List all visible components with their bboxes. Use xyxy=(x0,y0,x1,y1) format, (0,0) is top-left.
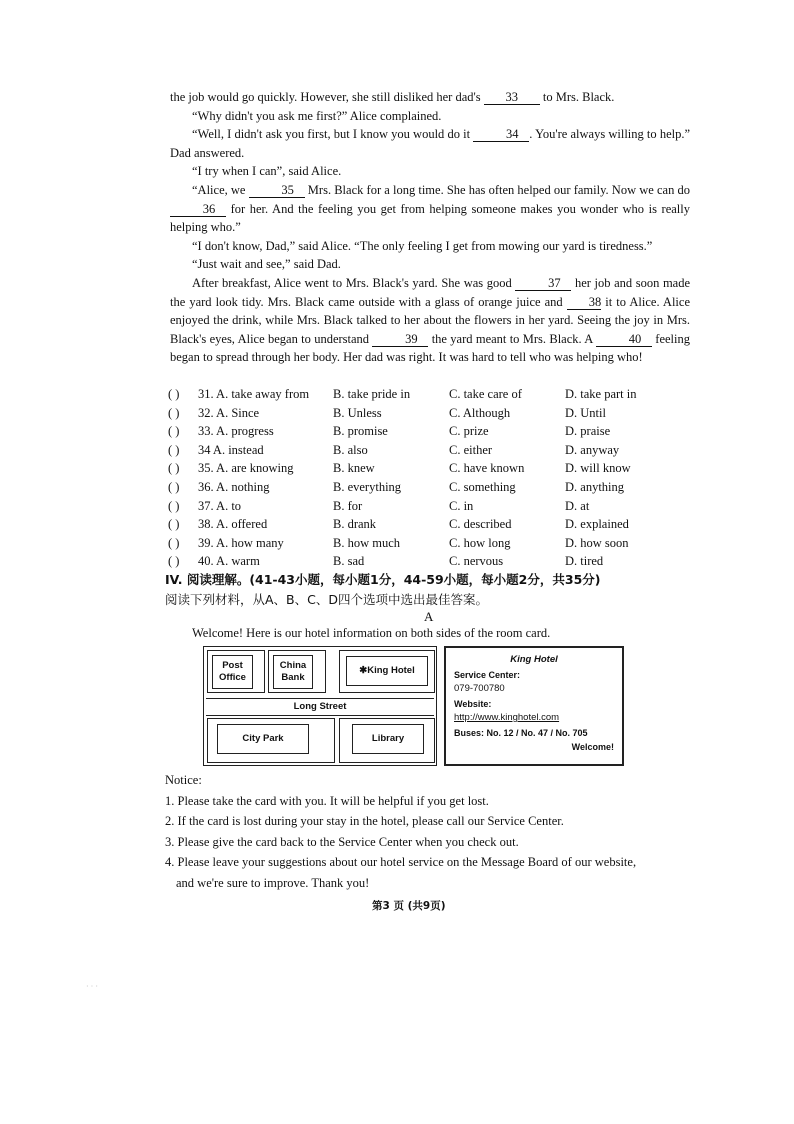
section-instruction: 阅读下列材料，从A、B、C、D四个选项中选出最佳答案。 xyxy=(165,592,488,607)
blank-37: 37 xyxy=(515,276,571,291)
option-b: B. everything xyxy=(333,479,402,494)
map-king-hotel-box xyxy=(339,650,435,693)
answer-paren[interactable]: ( ) xyxy=(168,517,180,532)
answer-paren[interactable]: ( ) xyxy=(168,479,180,494)
notice-title: Notice: xyxy=(165,773,202,787)
answer-paren[interactable]: ( ) xyxy=(168,461,180,476)
option-b: B. how much xyxy=(333,535,401,550)
card-welcome: Welcome! xyxy=(571,742,614,752)
option-b: B. for xyxy=(333,498,363,513)
answer-paren[interactable]: ( ) xyxy=(168,387,180,401)
long-street: Long Street xyxy=(206,698,434,716)
option-d: D. at xyxy=(565,498,590,513)
option-a: 31. A. take away from xyxy=(198,387,310,401)
option-c: C. how long xyxy=(449,535,511,550)
option-d: D. how soon xyxy=(565,535,629,550)
option-c: C. described xyxy=(449,517,512,532)
answer-paren[interactable]: ( ) xyxy=(168,554,180,569)
cloze-passage xyxy=(170,88,690,367)
option-row-34 xyxy=(168,441,668,460)
passage-line: “I don't know, Dad,” said Alice. “The only feeling I get from mowing our yard is tiredness.” xyxy=(192,238,653,253)
post-office: Post Office xyxy=(212,655,253,689)
map-post-office-box xyxy=(207,650,265,693)
passage-text: Mrs. Black for a long time. She has often helped our family. Now we can do xyxy=(307,182,690,197)
star-icon: ✱ xyxy=(359,665,368,676)
option-b: B. also xyxy=(333,442,368,457)
passage-line: “Why didn't you ask me first?” Alice complained. xyxy=(192,108,442,123)
card-title: King Hotel xyxy=(510,654,558,665)
king-hotel-label: King Hotel xyxy=(367,665,415,676)
passage-text: for her. And the feeling you get from helping someone makes you wonder who is really helping who.” xyxy=(170,201,690,235)
option-d: D. tired xyxy=(565,554,604,569)
option-b: B. sad xyxy=(333,554,365,569)
passage-letter: A xyxy=(424,609,434,624)
options-list xyxy=(168,385,668,571)
blank-38: 38 xyxy=(567,295,602,310)
passage-text: After breakfast, Alice went to Mrs. Black's yard. She was good xyxy=(192,275,512,290)
map-china-bank-box xyxy=(268,650,326,693)
map-library-box xyxy=(339,718,435,763)
option-d: D. explained xyxy=(565,517,629,532)
option-d: D. will know xyxy=(565,461,631,476)
answer-paren[interactable]: ( ) xyxy=(168,535,180,550)
notice-item: 2. If the card is lost during your stay in the hotel, please call our Service Center. xyxy=(165,814,564,828)
king-hotel xyxy=(346,656,428,686)
option-row-36 xyxy=(168,478,668,497)
library: Library xyxy=(352,724,424,754)
section-heading: IV. 阅读理解。(41-43小题，每小题1分，44-59小题，每小题2分，共35分) xyxy=(165,572,601,587)
option-c: C. in xyxy=(449,498,474,513)
option-row-40 xyxy=(168,552,668,571)
answer-paren[interactable]: ( ) xyxy=(168,405,180,420)
option-row-31 xyxy=(168,385,668,404)
option-row-37 xyxy=(168,497,668,516)
passage-text: “Alice, we xyxy=(192,182,246,197)
option-d: D. anyway xyxy=(565,442,620,457)
option-a: 38. A. offered xyxy=(198,517,268,532)
passage-line: “I try when I can”, said Alice. xyxy=(192,164,342,179)
option-c: C. Although xyxy=(449,405,511,420)
option-a: 40. A. warm xyxy=(198,554,260,569)
passage-text: her job and soon made the yard look tidy. Mrs. Black came outside with a glass of orange juice and xyxy=(170,275,691,309)
option-d: D. Until xyxy=(565,405,606,420)
china-bank: China Bank xyxy=(273,655,313,689)
blank-35: 35 xyxy=(249,183,305,198)
answer-paren[interactable]: ( ) xyxy=(168,498,180,513)
option-c: C. something xyxy=(449,479,516,494)
blank-33: 33 xyxy=(484,90,540,105)
answer-paren[interactable]: ( ) xyxy=(168,442,180,457)
card-url[interactable]: http://www.kinghotel.com xyxy=(454,712,560,723)
passage-text: “Well, I didn't ask you first, but I know you would do it xyxy=(192,127,471,142)
option-row-39 xyxy=(168,534,668,553)
map-city-park-box xyxy=(207,718,335,763)
option-a: 35. A. are knowing xyxy=(198,461,294,476)
option-row-33 xyxy=(168,422,668,441)
option-a: 36. A. nothing xyxy=(198,479,270,494)
option-c: C. have known xyxy=(449,461,525,476)
option-b: B. take pride in xyxy=(333,387,411,401)
option-b: B. drank xyxy=(333,517,377,532)
option-a: 33. A. progress xyxy=(198,424,274,439)
card-service-label: Service Center: xyxy=(454,669,521,680)
blank-36: 36 xyxy=(170,202,226,217)
hotel-map xyxy=(203,646,437,766)
option-a: 34 A. instead xyxy=(198,442,264,457)
option-c: C. either xyxy=(449,442,493,457)
scan-specks: · · · xyxy=(86,982,98,991)
option-a: 37. A. to xyxy=(198,498,242,513)
option-row-35 xyxy=(168,459,668,478)
blank-39: 39 xyxy=(372,332,428,347)
passage-text: it to Alice. Alice enjoyed the drink, while Mrs. Black talked to her about the flowers in her yard. Seeing the joy in Mrs. Black's eyes, Alice began to understand xyxy=(170,294,690,346)
answer-paren[interactable]: ( ) xyxy=(168,424,180,439)
notice-item: 3. Please give the card back to the Service Center when you check out. xyxy=(165,834,519,849)
passage-text: . You're always willing to help.” Dad answered. xyxy=(170,127,691,160)
option-c: C. prize xyxy=(449,424,489,439)
option-b: B. promise xyxy=(333,424,388,439)
option-c: C. nervous xyxy=(449,554,504,569)
option-d: D. anything xyxy=(565,479,625,494)
card-buses: Buses: No. 12 / No. 47 / No. 705 xyxy=(454,727,588,738)
option-b: B. Unless xyxy=(333,405,382,420)
hotel-card xyxy=(444,646,624,766)
passage-text: the yard meant to Mrs. Black. A xyxy=(431,331,593,346)
passage-text: the job would go quickly. However, she still disliked her dad's xyxy=(170,90,481,104)
notice-item: and we're sure to improve. Thank you! xyxy=(176,875,370,890)
option-c: C. take care of xyxy=(449,387,522,401)
city-park: City Park xyxy=(217,724,309,754)
card-website-label: Website: xyxy=(454,698,492,709)
blank-34: 34 xyxy=(473,127,529,142)
blank-40: 40 xyxy=(596,332,652,347)
reading-intro: Welcome! Here is our hotel information on both sides of the room card. xyxy=(192,626,551,640)
passage-text: to Mrs. Black. xyxy=(542,90,615,104)
option-a: 39. A. how many xyxy=(198,535,284,550)
option-row-32 xyxy=(168,404,668,423)
passage-line: “Just wait and see,” said Dad. xyxy=(192,257,341,272)
option-b: B. knew xyxy=(333,461,375,476)
page-footer: 第3 页 (共9页) xyxy=(372,900,446,912)
option-d: D. praise xyxy=(565,424,611,439)
option-a: 32. A. Since xyxy=(198,405,260,420)
card-phone: 079-700780 xyxy=(454,683,505,694)
notice-item: 1. Please take the card with you. It will be helpful if you get lost. xyxy=(165,793,489,808)
notice-section xyxy=(165,770,705,893)
option-d: D. take part in xyxy=(565,387,637,401)
passage-text: feeling began to spread through her body. Her dad was right. It was hard to tell who was helping who! xyxy=(170,331,690,365)
option-row-38 xyxy=(168,515,668,534)
notice-item: 4. Please leave your suggestions about our hotel service on the Message Board of our website, xyxy=(165,855,637,869)
